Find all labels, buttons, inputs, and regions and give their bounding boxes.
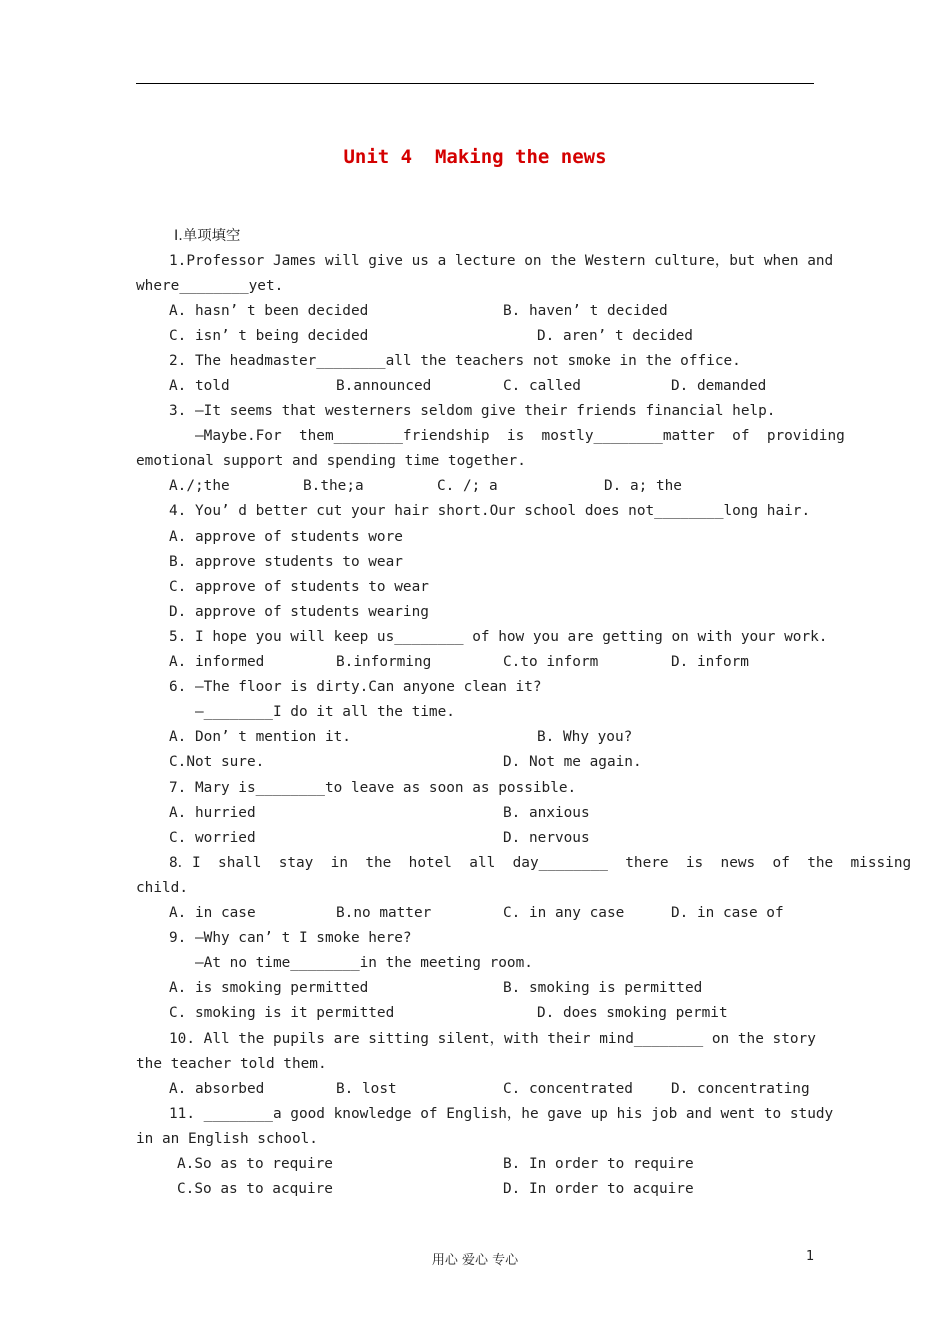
question-3-option-d: D. a; the [604,478,682,494]
question-9-option-d: D. does smoking permit [537,1005,728,1021]
question-6-option-c: C.Not sure. [169,754,265,770]
question-7-option-c: C. worried [169,830,256,846]
question-3-option-b: B.the;a [303,478,364,494]
question-8-stem-cont: child. [136,880,188,896]
question-10-option-a: A. absorbed [169,1081,265,1097]
question-8-stem: 8．I shall stay in the hotel all day________ there is news of the missing [169,855,912,871]
header-rule [136,83,814,84]
question-6-reply: —________I do it all the time. [195,704,455,720]
question-9-reply: —At no time________in the meeting room. [195,955,533,971]
question-6-option-b: B. Why you? [537,729,633,745]
question-9-option-a: A. is smoking permitted [169,980,369,996]
question-5-option-b: B.informing [336,654,432,670]
question-7-stem: 7. Mary is________to leave as soon as possible. [169,780,577,796]
question-4-stem: 4. You’ d better cut your hair short.Our school does not________long hair. [169,503,811,519]
question-8-option-a: A. in case [169,905,256,921]
question-3-stem: 3. —It seems that westerners seldom give their friends financial help. [169,403,776,419]
question-2-stem: 2. The headmaster________all the teachers not smoke in the office. [169,353,741,369]
page-number: 1 [806,1249,815,1264]
question-11-option-c: C.So as to acquire [177,1181,333,1197]
question-4-option-b: B. approve students to wear [169,554,403,570]
question-2-option-c: C. called [503,378,581,394]
question-10-stem-cont: the teacher told them. [136,1056,327,1072]
question-11-option-b: B. In order to require [503,1156,694,1172]
question-10-option-d: D. concentrating [671,1081,810,1097]
page-footer: 用心 爱心 专心 [431,1253,519,1268]
question-3-option-a: A./;the [169,478,230,494]
question-10-option-c: C. concentrated [503,1081,633,1097]
question-8-option-c: C. in any case [503,905,625,921]
question-9-option-b: B. smoking is permitted [503,980,703,996]
question-5-stem: 5. I hope you will keep us________ of how you are getting on with your work. [169,629,828,645]
question-7-option-b: B. anxious [503,805,590,821]
question-5-option-c: C.to inform [503,654,599,670]
question-11-option-a: A.So as to require [177,1156,333,1172]
question-5-option-d: D. inform [671,654,749,670]
question-4-option-c: C. approve of students to wear [169,579,429,595]
question-11-stem-cont: in an English school. [136,1131,318,1147]
question-1-stem-cont: where________yet. [136,278,284,294]
question-1-option-a: A. hasn’ t been decided [169,303,369,319]
question-9-option-c: C. smoking is it permitted [169,1005,395,1021]
question-6-stem: 6. —The floor is dirty.Can anyone clean it? [169,679,542,695]
question-11-stem: 11. ________a good knowledge of English，he gave up his job and went to study [169,1106,834,1122]
question-9-stem: 9. —Why can’ t I smoke here? [169,930,412,946]
question-8-option-b: B.no matter [336,905,432,921]
question-4-option-a: A. approve of students wore [169,529,403,545]
question-7-option-a: A. hurried [169,805,256,821]
question-5-option-a: A. informed [169,654,265,670]
section-heading: Ⅰ.单项填空 [174,228,241,244]
question-3-reply-cont: emotional support and spending time together. [136,453,526,469]
question-10-stem: 10. All the pupils are sitting silent，with their mind________ on the story [169,1031,816,1047]
question-11-option-d: D. In order to acquire [503,1181,694,1197]
question-2-option-a: A. told [169,378,230,394]
question-4-option-d: D. approve of students wearing [169,604,429,620]
question-2-option-d: D. demanded [671,378,767,394]
question-1-stem: 1.Professor James will give us a lecture on the Western culture，but when and [169,253,834,269]
question-1-option-c: C. isn’ t being decided [169,328,369,344]
question-2-option-b: B.announced [336,378,432,394]
question-7-option-d: D. nervous [503,830,590,846]
question-3-option-c: C. /; a [437,478,498,494]
question-3-reply: —Maybe.For them________friendship is mostly________matter of providing [195,428,845,444]
page-title: Unit 4 Making the news [343,146,607,168]
question-6-option-a: A. Don’ t mention it. [169,729,351,745]
question-10-option-b: B. lost [336,1081,397,1097]
question-1-option-b: B. haven’ t decided [503,303,668,319]
question-8-option-d: D. in case of [671,905,784,921]
question-6-option-d: D. Not me again. [503,754,642,770]
question-1-option-d: D. aren’ t decided [537,328,693,344]
